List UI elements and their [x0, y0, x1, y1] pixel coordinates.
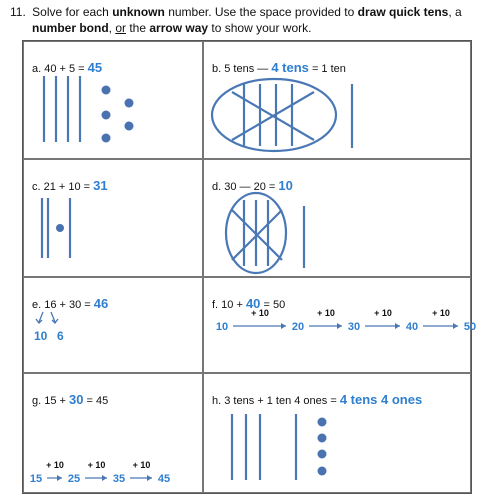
- equation-c: c. 21 + 10 = 31: [32, 178, 108, 193]
- equation-b: b. 5 tens — 4 tens = 1 ten: [212, 60, 346, 75]
- equation-f: f. 10 + 40 = 50: [212, 296, 286, 311]
- cell-d: [203, 159, 471, 277]
- f-arrowhead-0: [281, 323, 286, 329]
- cell-h: [203, 373, 471, 493]
- g-step-3: 45: [157, 473, 171, 485]
- cell-g: [23, 373, 203, 493]
- cell-e: [23, 277, 203, 373]
- number-bond-e: [24, 278, 204, 374]
- answer-e: 46: [93, 296, 109, 311]
- bond-right: 6: [57, 329, 64, 343]
- quick-tens-c: [24, 160, 204, 278]
- problem-number: 11.: [10, 5, 26, 19]
- quick-tens-a: [24, 42, 204, 160]
- problem-grid: [22, 40, 477, 494]
- quick-tens-d: [204, 160, 472, 278]
- answer-g: 30: [69, 392, 84, 407]
- f-step-3: 40: [405, 321, 419, 333]
- answer-h: 4 tens 4 ones: [339, 392, 423, 407]
- bond-left: 10: [34, 329, 48, 343]
- cell-c: [23, 159, 203, 277]
- g-step-label-2: + 10: [132, 460, 151, 470]
- g-step-label-1: + 10: [87, 460, 106, 470]
- quick-tens-h: [204, 374, 472, 494]
- g-arrowhead-1: [102, 475, 107, 481]
- f-step-label-1: + 10: [317, 308, 335, 318]
- g-step-0: 15: [29, 473, 43, 485]
- cell-a: [23, 41, 203, 159]
- answer-a: 45: [87, 60, 103, 75]
- equation-d: d. 30 — 20 = 10: [212, 178, 293, 193]
- f-step-0: 10: [215, 321, 229, 333]
- cell-b: [203, 41, 471, 159]
- answer-c: 31: [93, 178, 108, 193]
- f-step-label-2: + 10: [374, 308, 392, 318]
- equation-a: a. 40 + 5 = 45: [32, 60, 103, 75]
- g-step-1: 25: [67, 473, 81, 485]
- f-step-label-0: + 10: [251, 308, 269, 318]
- g-step-2: 35: [112, 473, 126, 485]
- f-step-1: 20: [291, 321, 305, 333]
- equation-e: e. 16 + 30 = 46: [32, 296, 109, 311]
- equation-g: g. 15 + 30 = 45: [32, 392, 109, 407]
- f-arrowhead-1: [337, 323, 342, 329]
- answer-d: 10: [278, 178, 293, 193]
- f-arrowhead-2: [395, 323, 400, 329]
- answer-b: 4 tens: [271, 60, 309, 75]
- arrow-way-f: [204, 278, 477, 374]
- g-step-label-0: + 10: [46, 460, 64, 470]
- answer-f: 40: [245, 296, 261, 311]
- g-arrowhead-2: [147, 475, 152, 481]
- cell-f: [203, 277, 477, 373]
- quick-tens-b: [204, 42, 472, 160]
- equation-h: h. 3 tens + 1 ten 4 ones = 4 tens 4 ones: [212, 392, 423, 407]
- f-arrowhead-3: [453, 323, 458, 329]
- f-step-4: 50: [463, 321, 477, 333]
- f-step-2: 30: [347, 321, 361, 333]
- instructions: 11. Solve for each unknown number. Use the space provided to draw quick tens, a number bond, or the arrow way to show your work.: [10, 5, 462, 35]
- f-step-label-3: + 10: [432, 308, 450, 318]
- arrow-way-g: [24, 374, 204, 494]
- g-arrowhead-0: [57, 475, 62, 481]
